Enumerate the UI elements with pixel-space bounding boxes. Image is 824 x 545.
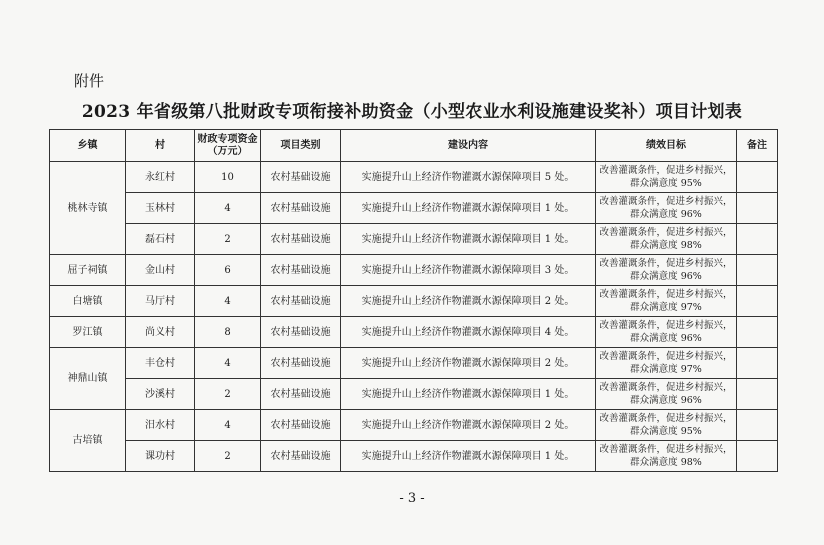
table-row — [50, 410, 778, 441]
funds-cell: 10 — [195, 162, 261, 193]
village-cell: 玉林村 — [126, 193, 195, 224]
remark-cell — [737, 224, 778, 255]
remark-cell — [737, 348, 778, 379]
village-cell: 沙溪村 — [126, 379, 195, 410]
goal-cell: 改善灌溉条件，促进乡村振兴，群众满意度 96% — [596, 193, 737, 224]
content-cell: 实施提升山上经济作物灌溉水源保障项目 1 处。 — [341, 193, 596, 224]
town-cell: 罗江镇 — [50, 317, 126, 348]
table-row — [50, 441, 778, 472]
funds-cell: 8 — [195, 317, 261, 348]
goal-cell: 改善灌溉条件，促进乡村振兴，群众满意度 98% — [596, 441, 737, 472]
town-cell: 古培镇 — [50, 410, 126, 472]
funds-cell: 2 — [195, 224, 261, 255]
remark-cell — [737, 286, 778, 317]
remark-cell — [737, 162, 778, 193]
table-row — [50, 286, 778, 317]
content-cell: 实施提升山上经济作物灌溉水源保障项目 5 处。 — [341, 162, 596, 193]
goal-cell: 改善灌溉条件，促进乡村振兴，群众满意度 96% — [596, 317, 737, 348]
funds-cell: 4 — [195, 410, 261, 441]
remark-cell — [737, 441, 778, 472]
content-cell: 实施提升山上经济作物灌溉水源保障项目 3 处。 — [341, 255, 596, 286]
category-cell: 农村基础设施 — [261, 441, 341, 472]
table-row — [50, 317, 778, 348]
page-number: - 3 - — [399, 491, 425, 506]
category-cell: 农村基础设施 — [261, 410, 341, 441]
content-cell: 实施提升山上经济作物灌溉水源保障项目 2 处。 — [341, 348, 596, 379]
content-cell: 实施提升山上经济作物灌溉水源保障项目 1 处。 — [341, 441, 596, 472]
village-cell: 金山村 — [126, 255, 195, 286]
content-cell: 实施提升山上经济作物灌溉水源保障项目 2 处。 — [341, 410, 596, 441]
goal-cell: 改善灌溉条件，促进乡村振兴，群众满意度 95% — [596, 410, 737, 441]
table-row — [50, 162, 778, 193]
page-title: 2023 年省级第八批财政专项衔接补助资金（小型农业水利设施建设奖补）项目计划表 — [81, 102, 743, 122]
funds-cell: 2 — [195, 441, 261, 472]
header-village: 村 — [126, 130, 195, 162]
header-remark: 备注 — [737, 130, 778, 162]
content-cell: 实施提升山上经济作物灌溉水源保障项目 4 处。 — [341, 317, 596, 348]
remark-cell — [737, 379, 778, 410]
remark-cell — [737, 317, 778, 348]
table-row — [50, 348, 778, 379]
village-cell: 丰仓村 — [126, 348, 195, 379]
project-plan-table — [49, 129, 778, 472]
category-cell: 农村基础设施 — [261, 286, 341, 317]
village-cell: 永红村 — [126, 162, 195, 193]
village-cell: 磊石村 — [126, 224, 195, 255]
funds-cell: 4 — [195, 348, 261, 379]
town-cell: 屈子祠镇 — [50, 255, 126, 286]
content-cell: 实施提升山上经济作物灌溉水源保障项目 1 处。 — [341, 224, 596, 255]
funds-cell: 6 — [195, 255, 261, 286]
content-cell: 实施提升山上经济作物灌溉水源保障项目 2 处。 — [341, 286, 596, 317]
remark-cell — [737, 255, 778, 286]
funds-cell: 4 — [195, 193, 261, 224]
category-cell: 农村基础设施 — [261, 379, 341, 410]
content-cell: 实施提升山上经济作物灌溉水源保障项目 1 处。 — [341, 379, 596, 410]
remark-cell — [737, 410, 778, 441]
category-cell: 农村基础设施 — [261, 224, 341, 255]
goal-cell: 改善灌溉条件，促进乡村振兴，群众满意度 97% — [596, 286, 737, 317]
goal-cell: 改善灌溉条件，促进乡村振兴，群众满意度 96% — [596, 255, 737, 286]
category-cell: 农村基础设施 — [261, 162, 341, 193]
town-cell: 白塘镇 — [50, 286, 126, 317]
goal-cell: 改善灌溉条件，促进乡村振兴，群众满意度 98% — [596, 224, 737, 255]
attachment-label: 附件 — [74, 72, 105, 90]
village-cell: 汨水村 — [126, 410, 195, 441]
goal-cell: 改善灌溉条件，促进乡村振兴，群众满意度 95% — [596, 162, 737, 193]
header-content: 建设内容 — [341, 130, 596, 162]
village-cell: 马厅村 — [126, 286, 195, 317]
funds-cell: 2 — [195, 379, 261, 410]
table-row — [50, 379, 778, 410]
goal-cell: 改善灌溉条件，促进乡村振兴，群众满意度 96% — [596, 379, 737, 410]
header-goal: 绩效目标 — [596, 130, 737, 162]
category-cell: 农村基础设施 — [261, 348, 341, 379]
village-cell: 课功村 — [126, 441, 195, 472]
table-row — [50, 193, 778, 224]
village-cell: 尚义村 — [126, 317, 195, 348]
town-cell: 桃林寺镇 — [50, 162, 126, 255]
header-town: 乡镇 — [50, 130, 126, 162]
table-row — [50, 255, 778, 286]
header-funds: 财政专项资金（万元） — [195, 130, 261, 162]
category-cell: 农村基础设施 — [261, 255, 341, 286]
header-category: 项目类别 — [261, 130, 341, 162]
table-header-row — [50, 130, 778, 162]
table-row — [50, 224, 778, 255]
category-cell: 农村基础设施 — [261, 317, 341, 348]
category-cell: 农村基础设施 — [261, 193, 341, 224]
goal-cell: 改善灌溉条件，促进乡村振兴，群众满意度 97% — [596, 348, 737, 379]
town-cell: 神鼎山镇 — [50, 348, 126, 410]
remark-cell — [737, 193, 778, 224]
funds-cell: 4 — [195, 286, 261, 317]
